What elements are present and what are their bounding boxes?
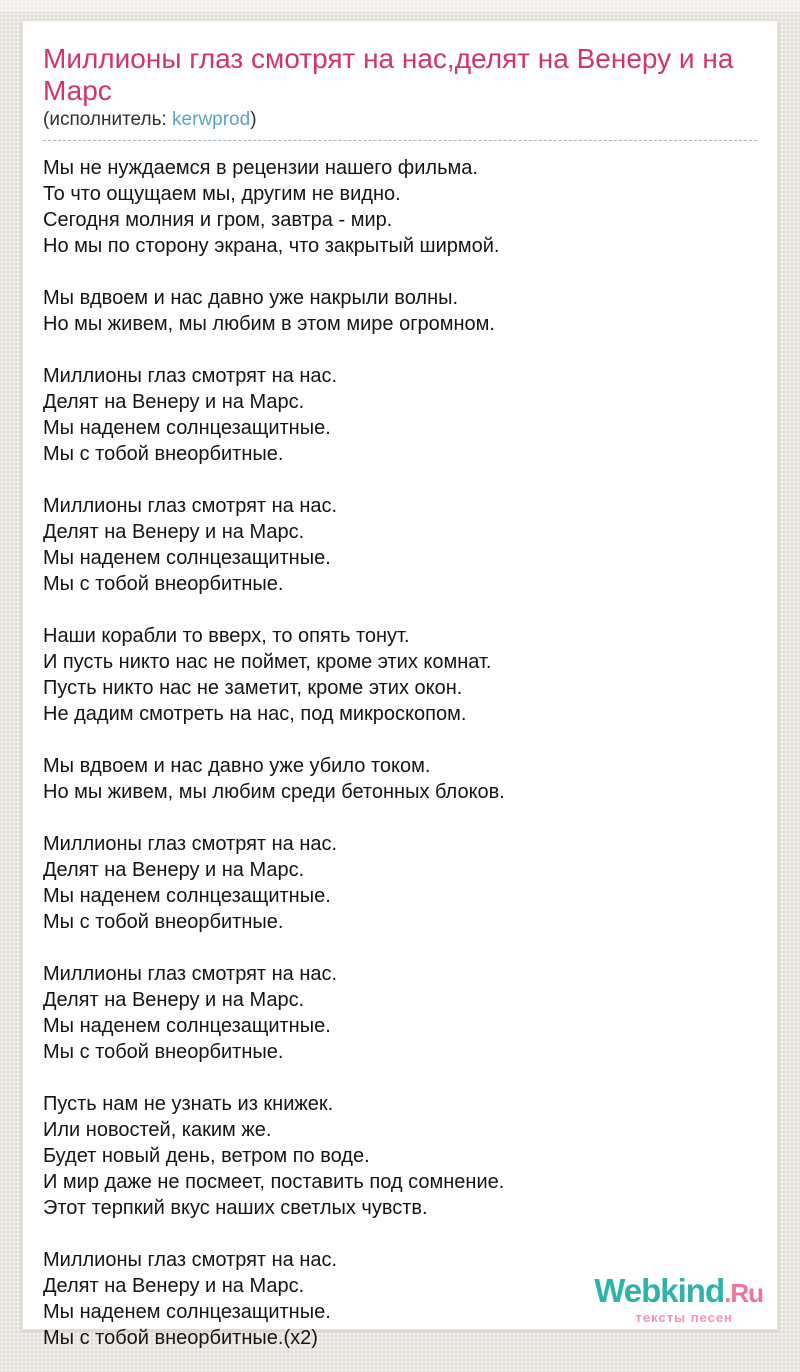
lyric-line: Миллионы глаз смотрят на нас. [43, 963, 338, 985]
lyric-line: Будет новый день, ветром по воде. [43, 1145, 370, 1167]
logo-ru-text: .Ru [724, 1278, 763, 1308]
lyric-line: Мы наденем солнцезащитные. [43, 1015, 331, 1037]
page-top-band [0, 0, 800, 13]
lyric-line: Мы с тобой внеорбитные. [43, 911, 284, 933]
lyric-line: Мы не нуждаемся в рецензии нашего фильма. [43, 157, 478, 179]
lyric-line: Делят на Венеру и на Марс. [43, 521, 305, 543]
lyric-line: Делят на Венеру и на Марс. [43, 859, 305, 881]
lyric-line: Или новостей, каким же. [43, 1119, 272, 1141]
logo-wordmark [594, 1274, 763, 1314]
lyric-line: Пусть нам не узнать из книжек. [43, 1093, 334, 1115]
lyric-line: Миллионы глаз смотрят на нас. [43, 495, 338, 517]
logo-webkind-text: Webkind [594, 1272, 725, 1309]
lyric-line: Делят на Венеру и на Марс. [43, 391, 305, 413]
lyric-line: Мы наденем солнцезащитные. [43, 417, 331, 439]
lyric-line: Миллионы глаз смотрят на нас. [43, 365, 338, 387]
lyric-line: Делят на Венеру и на Марс. [43, 1275, 305, 1297]
artist-label-prefix: (исполнитель: [43, 109, 173, 130]
lyric-line: Мы вдвоем и нас давно уже убило током. [43, 755, 431, 777]
lyric-line: Мы с тобой внеорбитные. [43, 1041, 284, 1063]
artist-link[interactable]: kerwprod [172, 109, 251, 130]
lyric-line: Мы с тобой внеорбитные.(х2) [43, 1327, 318, 1349]
webkind-logo[interactable] [594, 1274, 763, 1325]
lyrics-container [43, 141, 757, 1351]
lyric-line: Этот терпкий вкус наших светлых чувств. [43, 1197, 428, 1219]
lyric-line: Миллионы глаз смотрят на нас. [43, 833, 338, 855]
stanza [43, 363, 757, 467]
stanza [43, 831, 757, 935]
lyric-line: Миллионы глаз смотрят на нас. [43, 1249, 338, 1271]
lyric-line: То что ощущаем мы, другим не видно. [43, 183, 401, 205]
stanza [43, 753, 757, 805]
page-title: Миллионы глаз смотрят на нас,делят на Венеру и на Марс [43, 43, 734, 106]
lyric-line: Мы наденем солнцезащитные. [43, 1301, 331, 1323]
stanza [43, 493, 757, 597]
lyric-line: И мир даже не посмеет, поставить под сомнение. [43, 1171, 505, 1193]
lyric-line: Мы вдвоем и нас давно уже накрыли волны. [43, 287, 459, 309]
lyric-line: Но мы живем, мы любим в этом мире огромном. [43, 313, 495, 335]
artist-line [43, 109, 757, 131]
lyric-line: Сегодня молния и гром, завтра - мир. [43, 209, 393, 231]
lyric-line: Делят на Венеру и на Марс. [43, 989, 305, 1011]
stanza [43, 155, 757, 259]
lyric-line: Но мы по сторону экрана, что закрытый ширмой. [43, 235, 500, 257]
lyric-line: Мы наденем солнцезащитные. [43, 547, 331, 569]
stanza [43, 961, 757, 1065]
lyrics-card [22, 20, 778, 1349]
lyric-line: Пусть никто нас не заметит, кроме этих окон. [43, 677, 463, 699]
lyric-line: Мы с тобой внеорбитные. [43, 443, 284, 465]
stanza [43, 1091, 757, 1221]
artist-label-suffix: ) [250, 109, 257, 130]
lyric-line: И пусть никто нас не поймет, кроме этих комнат. [43, 651, 492, 673]
stanza [43, 623, 757, 727]
logo-tagline: тексты песен [635, 1310, 733, 1325]
lyric-line: Наши корабли то вверх, то опять тонут. [43, 625, 410, 647]
lyric-line: Не дадим смотреть на нас, под микроскопом. [43, 703, 467, 725]
lyric-line: Мы с тобой внеорбитные. [43, 573, 284, 595]
lyric-line: Но мы живем, мы любим среди бетонных блоков. [43, 781, 505, 803]
lyric-line: Мы наденем солнцезащитные. [43, 885, 331, 907]
stanza [43, 285, 757, 337]
